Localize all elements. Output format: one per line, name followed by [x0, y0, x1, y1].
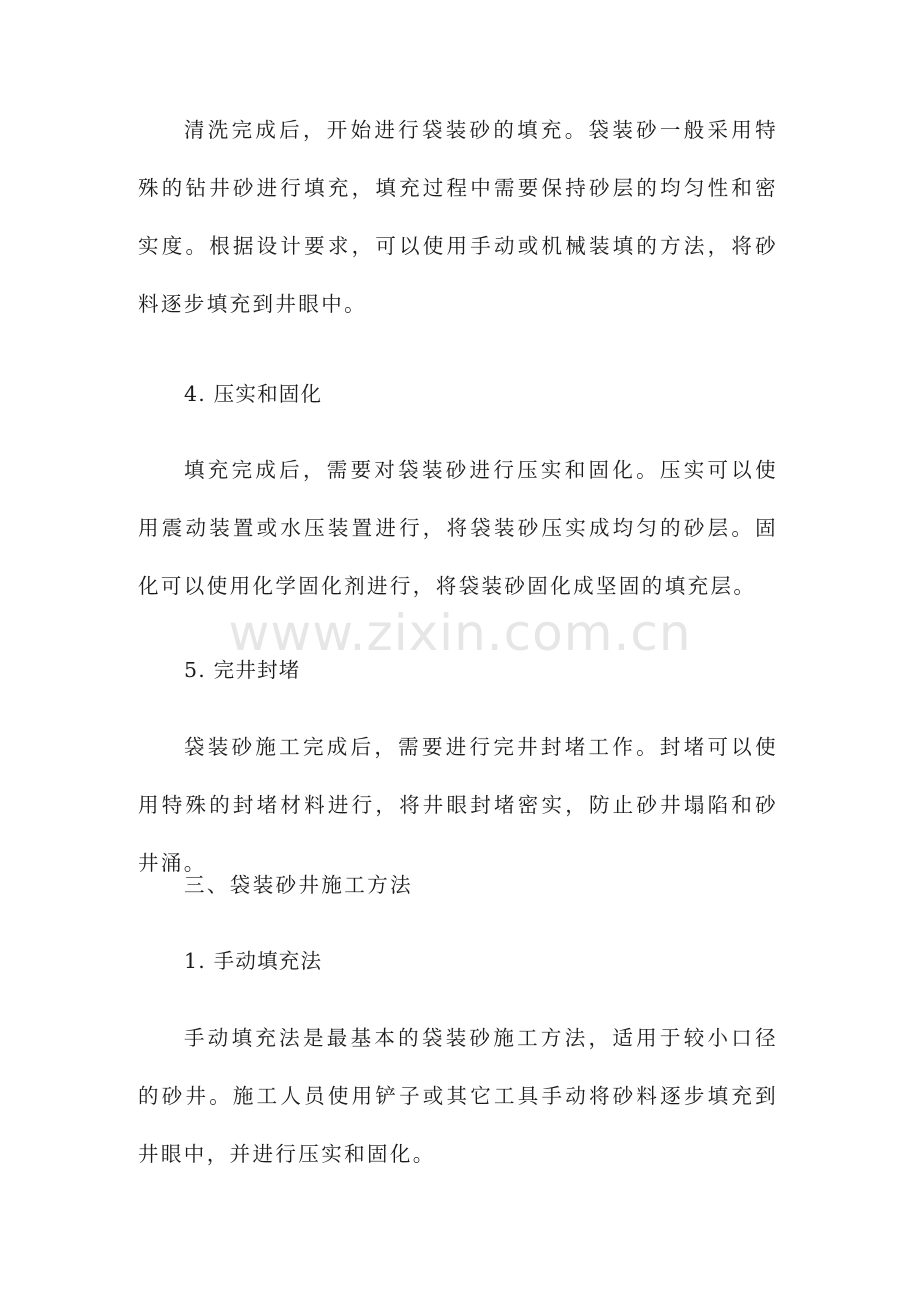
heading-well-sealing: 5. 完井封堵	[184, 658, 301, 682]
heading-construction-methods: 三、袋装砂井施工方法	[184, 873, 413, 897]
paragraph-compaction: 填充完成后，需要对袋装砂进行压实和固化。压实可以使用震动装置或水压装置进行，将袋装砂压实成均匀的砂层。固化可以使用化学固化剂进行，将袋装砂固化成坚固的填充层。	[138, 458, 778, 598]
paragraph-sand-filling: 清洗完成后，开始进行袋装砂的填充。袋装砂一般采用特殊的钻井砂进行填充，填充过程中需要保持砂层的均匀性和密实度。根据设计要求，可以使用手动或机械装填的方法，将砂料逐步填充到井眼中。	[138, 118, 778, 316]
paragraph-manual-filling: 手动填充法是最基本的袋装砂施工方法，适用于较小口径的砂井。施工人员使用铲子或其它工具手动将砂料逐步填充到井眼中，并进行压实和固化。	[138, 1026, 778, 1166]
watermark-text: www.zixin.com.cn	[228, 604, 692, 662]
heading-manual-filling: 1. 手动填充法	[184, 949, 323, 973]
heading-compaction: 4. 压实和固化	[184, 382, 323, 406]
paragraph-well-sealing: 袋装砂施工完成后，需要进行完井封堵工作。封堵可以使用特殊的封堵材料进行，将井眼封堵密实，防止砂井塌陷和砂井涌。	[138, 735, 778, 875]
